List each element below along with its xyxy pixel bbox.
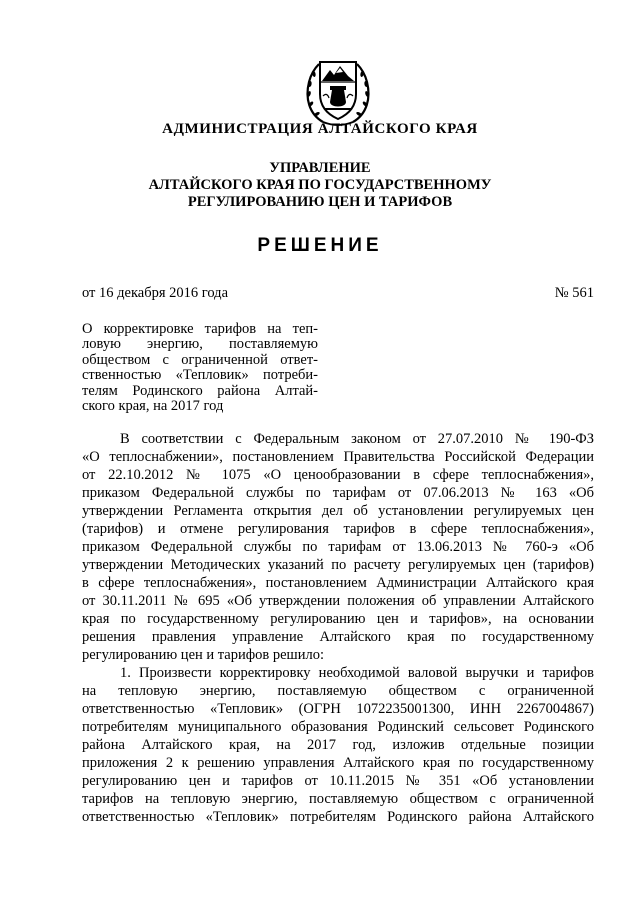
body-line: «О теплоснабжении», постановлением Правительства Российской Федерации [82, 449, 594, 465]
administration-title: АДМИНИСТРАЦИЯ АЛТАЙСКОГО КРАЯ [162, 121, 478, 137]
body-line: 1. Произвести корректировку необходимой валовой выручки и тарифов [120, 665, 594, 681]
body-line: на тепловую энергию, поставляемую обществом с ограниченной [82, 683, 594, 699]
body-line: решения правления управление Алтайского края по государственному [82, 629, 594, 645]
body-line: ответственностью «Тепловик» (ОГРН 1072235001300, ИНН 2267004867) [82, 701, 594, 717]
body-line: утверждении Регламента открытия дел об установлении регулируемых цен [82, 503, 594, 519]
body-line: регулированию цен и тарифов решило: [82, 647, 324, 663]
document-date: от 16 декабря 2016 года [82, 285, 228, 301]
document-number: № 561 [554, 285, 594, 301]
body-line: в сфере теплоснабжения», постановлением Администрации Алтайского края [82, 575, 594, 591]
body-line: регулированию цен и тарифов от 10.11.2015 № 351 «Об установлении [82, 773, 594, 789]
body-line: от 30.11.2011 № 695 «Об утверждении положения об управлении Алтайского [82, 593, 594, 609]
coat-of-arms-icon [303, 52, 373, 130]
body-line: от 22.10.2012 № 1075 «О ценообразовании в сфере теплоснабжения», [82, 467, 594, 483]
body-line: утверждении Методических указаний по расчету регулируемых цен (тарифов) [82, 557, 594, 573]
body-line: потребителям муниципального образования Родинский сельсовет Родинского [82, 719, 594, 735]
department-line-2: АЛТАЙСКОГО КРАЯ ПО ГОСУДАРСТВЕННОМУ [148, 177, 492, 193]
body-line: района Алтайского края, на 2017 год, изложив отдельные позиции [82, 737, 594, 753]
body-line: В соответствии с Федеральным законом от 27.07.2010 № 190-ФЗ [120, 431, 594, 447]
subject-line: ловую энергию, поставляемую [82, 336, 318, 353]
document-type-title: РЕШЕНИЕ [257, 235, 383, 256]
subject-line: О корректировке тарифов на теп- [82, 321, 318, 337]
body-line: (тарифов) и отмене регулирования тарифов в сфере теплоснабжения», [82, 521, 594, 537]
subject-line: телям Родинского района Алтай- [82, 382, 318, 399]
body-line: ответственностью «Тепловик» потребителям Родинского района Алтайского [82, 809, 594, 825]
subject-line: ственностью «Тепловик» потреби- [82, 367, 318, 384]
body-line: приказом Федеральной службы по тарифам от 13.06.2013 № 760-э «Об [82, 539, 594, 555]
body-line: приложения 2 к решению управления Алтайского края по государственному [82, 755, 594, 771]
department-line-3: РЕГУЛИРОВАНИЮ ЦЕН И ТАРИФОВ [187, 194, 453, 210]
department-line-1: УПРАВЛЕНИЕ [269, 160, 371, 176]
body-line: приказом Федеральной службы по тарифам от 07.06.2013 № 163 «Об [82, 485, 594, 501]
subject-line: обществом с ограниченной ответ- [82, 351, 318, 368]
body-line: тарифов на тепловую энергию, поставляемую обществом с ограниченной [82, 791, 594, 807]
document-subject [82, 322, 318, 414]
body-line: края по государственному регулированию цен и тарифов», на основании [82, 611, 594, 627]
subject-line: ского края, на 2017 год [82, 398, 224, 415]
